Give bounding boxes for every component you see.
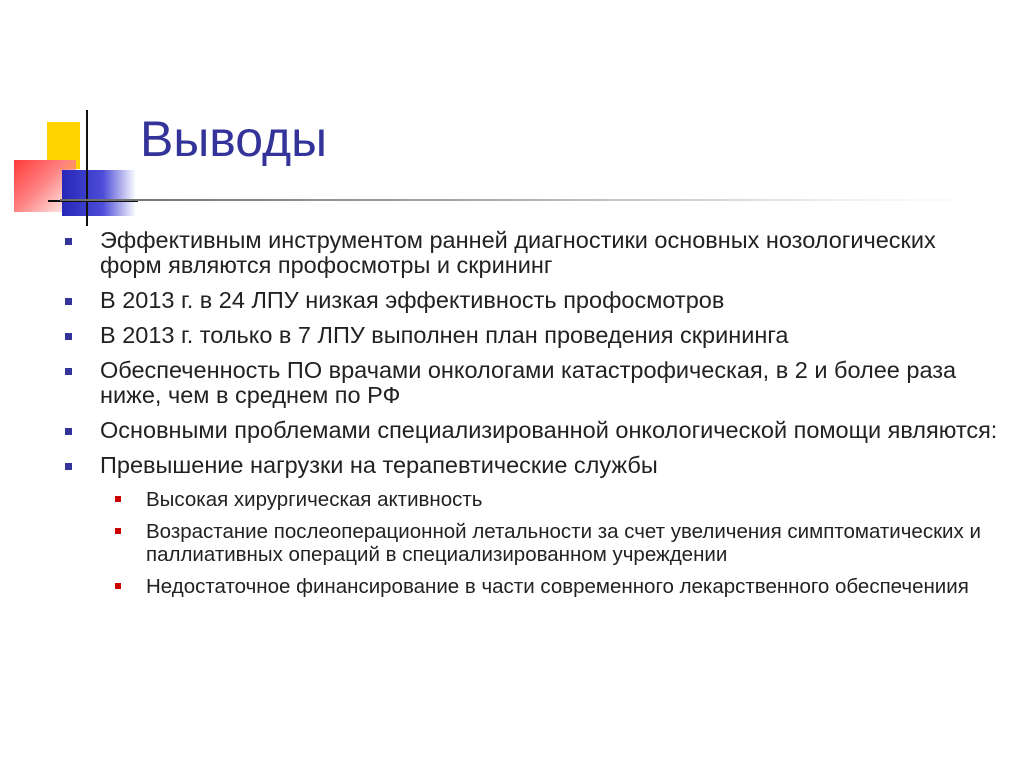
sub-bullet-square-icon: [115, 496, 121, 502]
bullet-square-icon: [65, 238, 72, 245]
sub-bullet-item: [60, 575, 1000, 598]
bullet-text: Превышение нагрузки на терапевтические службы: [100, 452, 658, 478]
bullet-item: [60, 358, 1000, 408]
sub-bullet-text: Возрастание послеоперационной летальности за счет увеличения симптоматических и паллиативных операций в специализированном учреждении: [146, 520, 981, 566]
sub-bullet-text: Высокая хирургическая активность: [146, 488, 483, 511]
bullet-text: В 2013 г. только в 7 ЛПУ выполнен план проведения скрининга: [100, 322, 789, 348]
sub-bullet-list: [60, 488, 1000, 598]
bullet-text: Обеспеченность ПО врачами онкологами катастрофическая, в 2 и более раза ниже, чем в среднем по РФ: [100, 357, 957, 408]
sub-bullet-square-icon: [115, 528, 121, 534]
bullet-square-icon: [65, 463, 72, 470]
bullet-text: В 2013 г. в 24 ЛПУ низкая эффективность профосмотров: [100, 287, 725, 313]
bullet-item: [60, 323, 1000, 348]
bullet-item: [60, 418, 1000, 443]
slide-title: Выводы: [140, 111, 328, 167]
blue-square: [62, 170, 136, 216]
vertical-line: [86, 110, 88, 226]
bullet-item: [60, 288, 1000, 313]
bullet-square-icon: [65, 298, 72, 305]
bullet-text: Основными проблемами специализированной онкологической помощи являются:: [100, 417, 998, 443]
slide-body: [60, 228, 1000, 607]
bullet-square-icon: [65, 368, 72, 375]
bullet-square-icon: [65, 428, 72, 435]
bullet-item: [60, 453, 1000, 478]
corner-logo-decoration: [0, 0, 140, 240]
bullet-text: Эффективным инструментом ранней диагностики основных нозологических форм являются профосмотры и скрининг: [100, 227, 936, 278]
title-underline: [60, 199, 990, 201]
sub-bullet-text: Недостаточное финансирование в части современного лекарственного обеспечениия: [146, 575, 969, 598]
sub-bullet-item: [60, 488, 1000, 511]
bullet-square-icon: [65, 333, 72, 340]
bullet-item: [60, 228, 1000, 278]
sub-bullet-square-icon: [115, 583, 121, 589]
sub-bullet-item: [60, 520, 1000, 566]
